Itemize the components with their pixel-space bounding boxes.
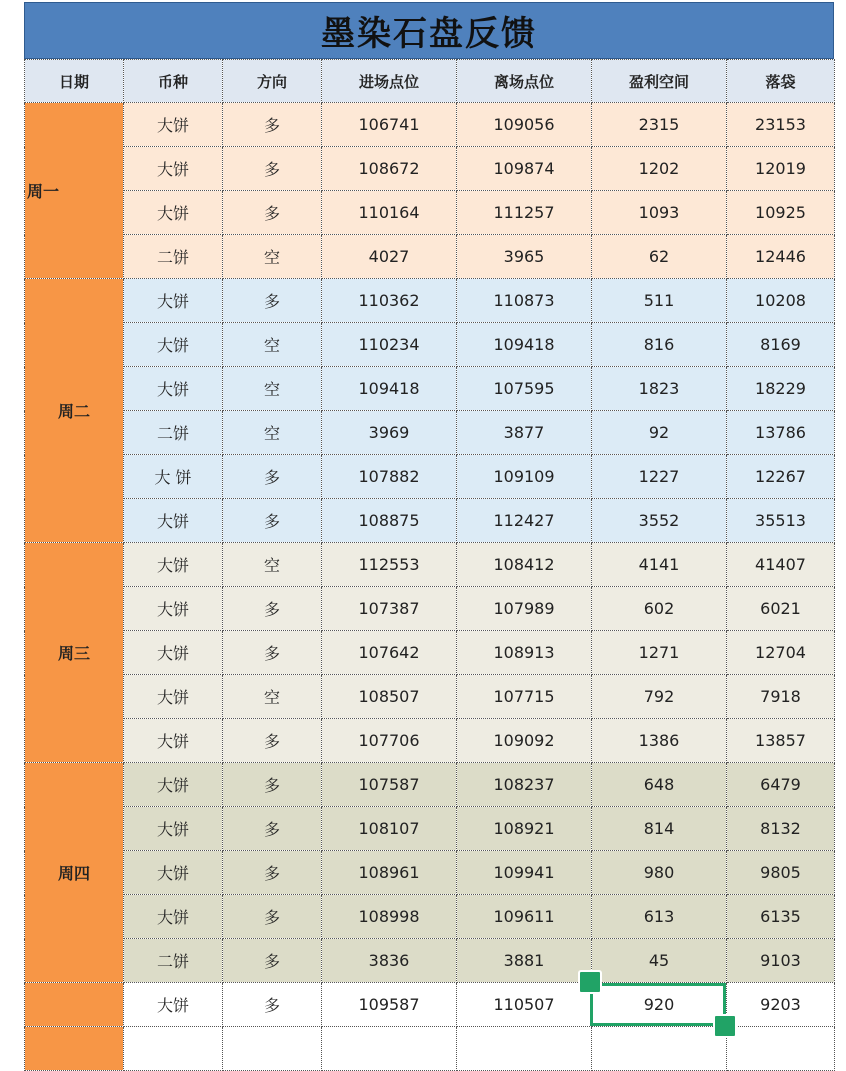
direction-cell[interactable]: 空	[223, 235, 322, 279]
direction-cell[interactable]: 多	[223, 455, 322, 499]
table-row	[25, 675, 835, 719]
profit-cell[interactable]: 980	[592, 851, 727, 895]
profit-cell[interactable]: 1823	[592, 367, 727, 411]
realized-cell[interactable]: 13786	[727, 411, 835, 455]
direction-cell[interactable]: 多	[223, 191, 322, 235]
exit-cell[interactable]: 3965	[457, 235, 592, 279]
realized-cell[interactable]: 8132	[727, 807, 835, 851]
realized-cell[interactable]: 13857	[727, 719, 835, 763]
exit-cell[interactable]: 108913	[457, 631, 592, 675]
realized-cell[interactable]: 12704	[727, 631, 835, 675]
exit-cell[interactable]: 107595	[457, 367, 592, 411]
direction-cell[interactable]: 空	[223, 411, 322, 455]
entry-cell[interactable]: 3836	[322, 939, 457, 983]
direction-cell[interactable]: 多	[223, 279, 322, 323]
exit-cell[interactable]: 109874	[457, 147, 592, 191]
table-row	[25, 499, 835, 543]
realized-cell[interactable]: 8169	[727, 323, 835, 367]
coin-cell[interactable]	[124, 1027, 223, 1071]
header-exit[interactable]: 离场点位	[457, 60, 592, 103]
entry-cell[interactable]: 108507	[322, 675, 457, 719]
entry-cell[interactable]: 109587	[322, 983, 457, 1027]
table-row	[25, 587, 835, 631]
realized-cell[interactable]: 10208	[727, 279, 835, 323]
table-row	[25, 455, 835, 499]
spreadsheet	[24, 2, 834, 1071]
direction-cell[interactable]: 空	[223, 675, 322, 719]
exit-cell[interactable]: 107989	[457, 587, 592, 631]
profit-cell[interactable]: 511	[592, 279, 727, 323]
table-row	[25, 939, 835, 983]
profit-cell[interactable]: 45	[592, 939, 727, 983]
profit-cell[interactable]: 1386	[592, 719, 727, 763]
profit-cell[interactable]: 92	[592, 411, 727, 455]
profit-cell[interactable]	[592, 1027, 727, 1071]
table-row	[25, 719, 835, 763]
realized-cell[interactable]: 6135	[727, 895, 835, 939]
direction-cell[interactable]: 多	[223, 719, 322, 763]
coin-cell[interactable]: 大饼	[124, 851, 223, 895]
entry-cell[interactable]: 110362	[322, 279, 457, 323]
selection-handle-bottom-right[interactable]	[713, 1014, 737, 1038]
direction-cell[interactable]: 空	[223, 367, 322, 411]
direction-cell[interactable]: 多	[223, 895, 322, 939]
profit-cell[interactable]: 792	[592, 675, 727, 719]
coin-cell[interactable]: 大饼	[124, 675, 223, 719]
entry-cell[interactable]: 109418	[322, 367, 457, 411]
coin-cell[interactable]: 大饼	[124, 983, 223, 1027]
direction-cell[interactable]: 空	[223, 543, 322, 587]
realized-cell[interactable]: 35513	[727, 499, 835, 543]
entry-cell[interactable]: 110234	[322, 323, 457, 367]
exit-cell[interactable]: 108412	[457, 543, 592, 587]
direction-cell[interactable]: 空	[223, 323, 322, 367]
table-row	[25, 323, 835, 367]
day-cell[interactable]: 周四	[25, 763, 124, 983]
profit-cell[interactable]: 613	[592, 895, 727, 939]
direction-cell[interactable]: 多	[223, 807, 322, 851]
profit-cell[interactable]: 1271	[592, 631, 727, 675]
coin-cell[interactable]: 大饼	[124, 103, 223, 147]
direction-cell[interactable]: 多	[223, 939, 322, 983]
entry-cell[interactable]: 106741	[322, 103, 457, 147]
table-row	[25, 631, 835, 675]
realized-cell[interactable]: 6479	[727, 763, 835, 807]
realized-cell[interactable]: 41407	[727, 543, 835, 587]
entry-cell[interactable]: 107387	[322, 587, 457, 631]
exit-cell[interactable]: 109056	[457, 103, 592, 147]
profit-cell[interactable]: 2315	[592, 103, 727, 147]
coin-cell[interactable]: 二饼	[124, 411, 223, 455]
entry-cell[interactable]: 112553	[322, 543, 457, 587]
exit-cell[interactable]: 112427	[457, 499, 592, 543]
table-row	[25, 411, 835, 455]
entry-cell[interactable]: 4027	[322, 235, 457, 279]
realized-cell[interactable]: 7918	[727, 675, 835, 719]
realized-cell[interactable]: 23153	[727, 103, 835, 147]
header-direction[interactable]: 方向	[223, 60, 322, 103]
header-entry[interactable]: 进场点位	[322, 60, 457, 103]
coin-cell[interactable]: 大 饼	[124, 455, 223, 499]
exit-cell[interactable]: 3877	[457, 411, 592, 455]
table-row	[25, 191, 835, 235]
profit-cell[interactable]: 1093	[592, 191, 727, 235]
table-row	[25, 279, 835, 323]
exit-cell[interactable]: 109418	[457, 323, 592, 367]
realized-cell[interactable]: 12267	[727, 455, 835, 499]
coin-cell[interactable]: 大饼	[124, 499, 223, 543]
realized-cell[interactable]: 9805	[727, 851, 835, 895]
table-row	[25, 147, 835, 191]
table-row	[25, 543, 835, 587]
realized-cell[interactable]: 12446	[727, 235, 835, 279]
coin-cell[interactable]: 大饼	[124, 807, 223, 851]
direction-cell[interactable]: 多	[223, 631, 322, 675]
realized-cell[interactable]: 12019	[727, 147, 835, 191]
table-row	[25, 807, 835, 851]
header-coin[interactable]: 币种	[124, 60, 223, 103]
entry-cell[interactable]	[322, 1027, 457, 1071]
coin-cell[interactable]: 大饼	[124, 367, 223, 411]
table-row	[25, 367, 835, 411]
entry-cell[interactable]: 3969	[322, 411, 457, 455]
table-body	[25, 103, 835, 1071]
table-row	[25, 851, 835, 895]
feedback-table	[24, 59, 835, 1071]
coin-cell[interactable]: 大饼	[124, 323, 223, 367]
coin-cell[interactable]: 大饼	[124, 719, 223, 763]
table-row	[25, 235, 835, 279]
direction-cell[interactable]: 多	[223, 851, 322, 895]
entry-cell[interactable]: 108875	[322, 499, 457, 543]
coin-cell[interactable]: 大饼	[124, 895, 223, 939]
coin-cell[interactable]: 大饼	[124, 587, 223, 631]
exit-cell[interactable]: 108237	[457, 763, 592, 807]
exit-cell[interactable]: 111257	[457, 191, 592, 235]
entry-cell[interactable]: 108998	[322, 895, 457, 939]
profit-cell[interactable]: 1202	[592, 147, 727, 191]
direction-cell[interactable]	[223, 1027, 322, 1071]
day-cell[interactable]: 周二	[25, 279, 124, 543]
exit-cell[interactable]: 107715	[457, 675, 592, 719]
entry-cell[interactable]: 107587	[322, 763, 457, 807]
coin-cell[interactable]: 大饼	[124, 631, 223, 675]
day-cell[interactable]: 周三	[25, 543, 124, 763]
realized-cell[interactable]: 9103	[727, 939, 835, 983]
entry-cell[interactable]: 110164	[322, 191, 457, 235]
exit-cell[interactable]: 108921	[457, 807, 592, 851]
exit-cell[interactable]	[457, 1027, 592, 1071]
header-profit[interactable]: 盈利空间	[592, 60, 727, 103]
realized-cell[interactable]	[727, 1027, 835, 1071]
realized-cell[interactable]: 18229	[727, 367, 835, 411]
exit-cell[interactable]: 109092	[457, 719, 592, 763]
coin-cell[interactable]: 大饼	[124, 191, 223, 235]
exit-cell[interactable]: 110507	[457, 983, 592, 1027]
exit-cell[interactable]: 109109	[457, 455, 592, 499]
entry-cell[interactable]: 108961	[322, 851, 457, 895]
exit-cell[interactable]: 110873	[457, 279, 592, 323]
profit-cell[interactable]: 1227	[592, 455, 727, 499]
header-realized[interactable]: 落袋	[727, 60, 835, 103]
direction-cell[interactable]: 多	[223, 587, 322, 631]
exit-cell[interactable]: 109941	[457, 851, 592, 895]
profit-cell[interactable]: 814	[592, 807, 727, 851]
profit-cell[interactable]: 816	[592, 323, 727, 367]
sheet-title: 墨染石盘反馈	[24, 2, 834, 59]
day-cell[interactable]	[25, 983, 124, 1027]
coin-cell[interactable]: 大饼	[124, 763, 223, 807]
coin-cell[interactable]: 大饼	[124, 147, 223, 191]
profit-cell[interactable]: 4141	[592, 543, 727, 587]
profit-cell[interactable]: 3552	[592, 499, 727, 543]
exit-cell[interactable]: 109611	[457, 895, 592, 939]
direction-cell[interactable]: 多	[223, 763, 322, 807]
table-row	[25, 103, 835, 147]
direction-cell[interactable]: 多	[223, 499, 322, 543]
coin-cell[interactable]: 二饼	[124, 235, 223, 279]
exit-cell[interactable]: 3881	[457, 939, 592, 983]
profit-cell[interactable]: 648	[592, 763, 727, 807]
profit-cell[interactable]: 920	[592, 983, 727, 1027]
header-date[interactable]: 日期	[25, 60, 124, 103]
realized-cell[interactable]: 9203	[727, 983, 835, 1027]
realized-cell[interactable]: 6021	[727, 587, 835, 631]
direction-cell[interactable]: 多	[223, 983, 322, 1027]
entry-cell[interactable]: 107882	[322, 455, 457, 499]
profit-cell[interactable]: 602	[592, 587, 727, 631]
coin-cell[interactable]: 大饼	[124, 543, 223, 587]
realized-cell[interactable]: 10925	[727, 191, 835, 235]
entry-cell[interactable]: 107706	[322, 719, 457, 763]
direction-cell[interactable]: 多	[223, 147, 322, 191]
entry-cell[interactable]: 107642	[322, 631, 457, 675]
coin-cell[interactable]: 大饼	[124, 279, 223, 323]
table-row	[25, 763, 835, 807]
selection-handle-top-left[interactable]	[578, 970, 602, 994]
entry-cell[interactable]: 108107	[322, 807, 457, 851]
profit-cell[interactable]: 62	[592, 235, 727, 279]
table-row	[25, 895, 835, 939]
day-cell[interactable]: 周一	[25, 103, 124, 279]
entry-cell[interactable]: 108672	[322, 147, 457, 191]
direction-cell[interactable]: 多	[223, 103, 322, 147]
day-cell[interactable]	[25, 1027, 124, 1071]
coin-cell[interactable]: 二饼	[124, 939, 223, 983]
header-row	[25, 60, 835, 103]
